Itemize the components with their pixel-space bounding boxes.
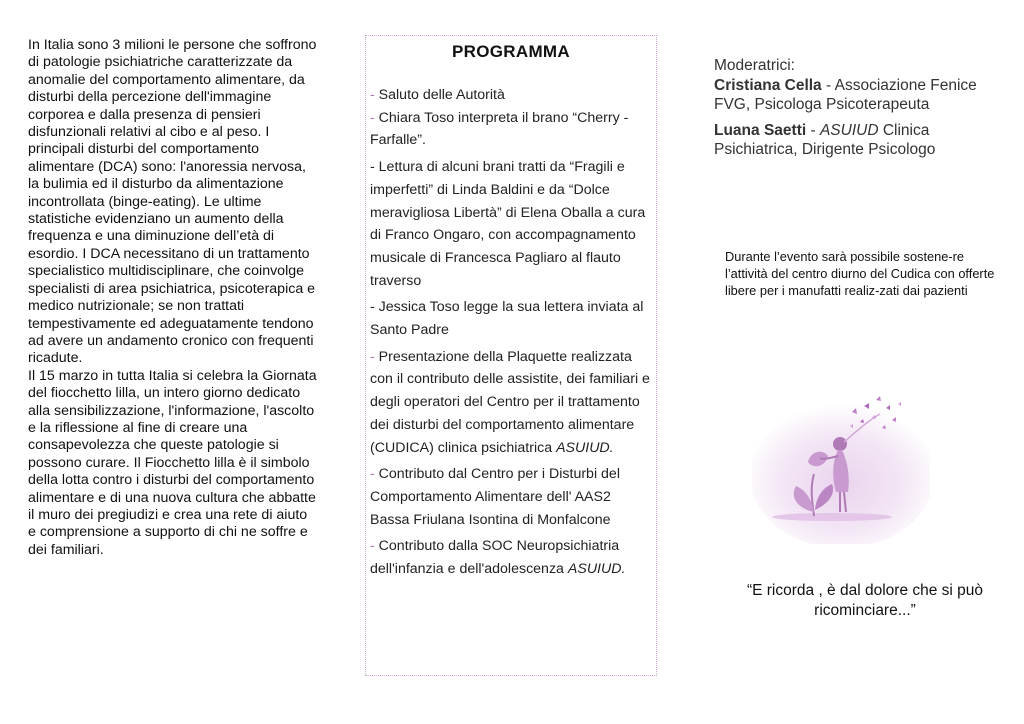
girl-butterflies-illustration (752, 392, 930, 544)
programma-item-text: Contributo dalla SOC Neuropsichiatria dell'infanzia e dell'adolescenza (370, 538, 620, 578)
programma-item-text: Saluto delle Autorità (378, 87, 505, 103)
moderator-name: Luana Saetti (714, 121, 807, 139)
programma-list (370, 84, 654, 581)
moderator-entry (714, 76, 994, 115)
programma-item (370, 535, 654, 580)
intro-paragraph: In Italia sono 3 milioni le persone che soffrono di patologie psichiatriche caratterizzate da anomalie del comportamento alimentare, da disturbi della percezione dell'immagine corporea e dalla presenza di pensieri disfunzionali relativi al cibo e al peso. I principali disturbi del comportamento alimentare (DCA) sono: l'anoressia nervosa, la bulimia ed il disturbo da alimentazione incontrollata (binge-eating). Le ultime statistiche evidenziano un aumento della frequenza e una diminuzione dell’età di esordio. I DCA necessitano di un trattamento specialistico multidisciplinare, che coinvolge specialisti di area psichiatrica, psicoterapica e medico nutrizionale; se non trattati tempestivamente ed adeguatamente tendono ad avere un andamento cronico con frequenti ricadute. (28, 37, 317, 367)
moderators-heading: Moderatrici: (714, 57, 795, 74)
closing-quote: “E ricorda , è dal dolore che si può ricominciare...” (746, 582, 984, 619)
programma-item (370, 296, 654, 341)
programma-item (370, 84, 654, 107)
programma-item (370, 346, 654, 460)
programma-item-em: ASUIUD. (556, 439, 614, 456)
lilla-day-paragraph: Il 15 marzo in tutta Italia si celebra la Giornata del fiocchetto lilla, un intero giorno dedicato alla sensibilizzazione, l'informazione, l'ascolto e la riflessione al fine di creare una consapevolezza che queste patologie si possono curare. Il Fiocchetto lilla è il simbolo della lotta contro i disturbi del comportamento alimentare e di una nuova cultura che abbatte il muro dei pregiudizi e crea una rete di aiuto e comprensione a supporto di chi ne soffre e dei familiari. (28, 367, 317, 558)
programma-item (370, 463, 654, 531)
moderator-entry (714, 121, 994, 160)
programma-item-text: Contributo dal Centro per i Disturbi del Comportamento Alimentare dell' AAS2 Bassa Friulana Isontina di Monfalcone (370, 466, 620, 528)
dash-marker: - (370, 348, 379, 365)
programma-box (365, 35, 657, 676)
programma-item-text: Jessica Toso legge la sua lettera inviata al Santo Padre (370, 299, 644, 339)
programma-item (370, 107, 654, 152)
moderators-block (714, 56, 994, 160)
programma-item-text: Chiara Toso interpreta il brano “Cherry - Farfalle”. (370, 109, 629, 149)
dash-marker: - (370, 109, 379, 126)
dash-marker: - (370, 538, 379, 555)
dash-marker: - (370, 159, 379, 176)
programma-title: PROGRAMMA (452, 42, 570, 61)
dash-marker: - (370, 299, 379, 316)
programma-item (370, 156, 654, 292)
moderator-name: Cristiana Cella (714, 76, 822, 94)
dash-marker: - (370, 466, 379, 483)
moderator-role: Clinica Psichiatrica, Dirigente Psicologo (714, 121, 936, 158)
donation-note: Durante l’evento sarà possibile sostene-re l’attività del centro diurno del Cudica con offerte libere per i manufatti realiz-zati dai pazienti (725, 249, 995, 298)
dash-marker: - (370, 87, 379, 103)
programma-item-em: ASUIUD. (567, 561, 626, 578)
moderator-role: - Associazione Fenice FVG, Psicologa Psicoterapeuta (714, 76, 977, 113)
programma-item-text: Lettura di alcuni brani tratti da “Fragili e imperfetti” di Linda Baldini e da “Dolce meravigliosa Libertà” di Elena Oballa a cura di Franco Ongaro, con accompagnamento musicale di Francesca Pagliaro al flauto traverso (370, 159, 646, 289)
intro-column (28, 37, 318, 559)
programma-item-text: Presentazione della Plaquette realizzata con il contributo delle assistite, dei familiari e degli operatori del Centro per il trattamento dei disturbi del comportamento alimentare (CUDICA) clinica psichiatrica (370, 348, 650, 456)
moderator-sep: - (806, 121, 820, 139)
moderator-org: ASUIUD (819, 121, 879, 139)
